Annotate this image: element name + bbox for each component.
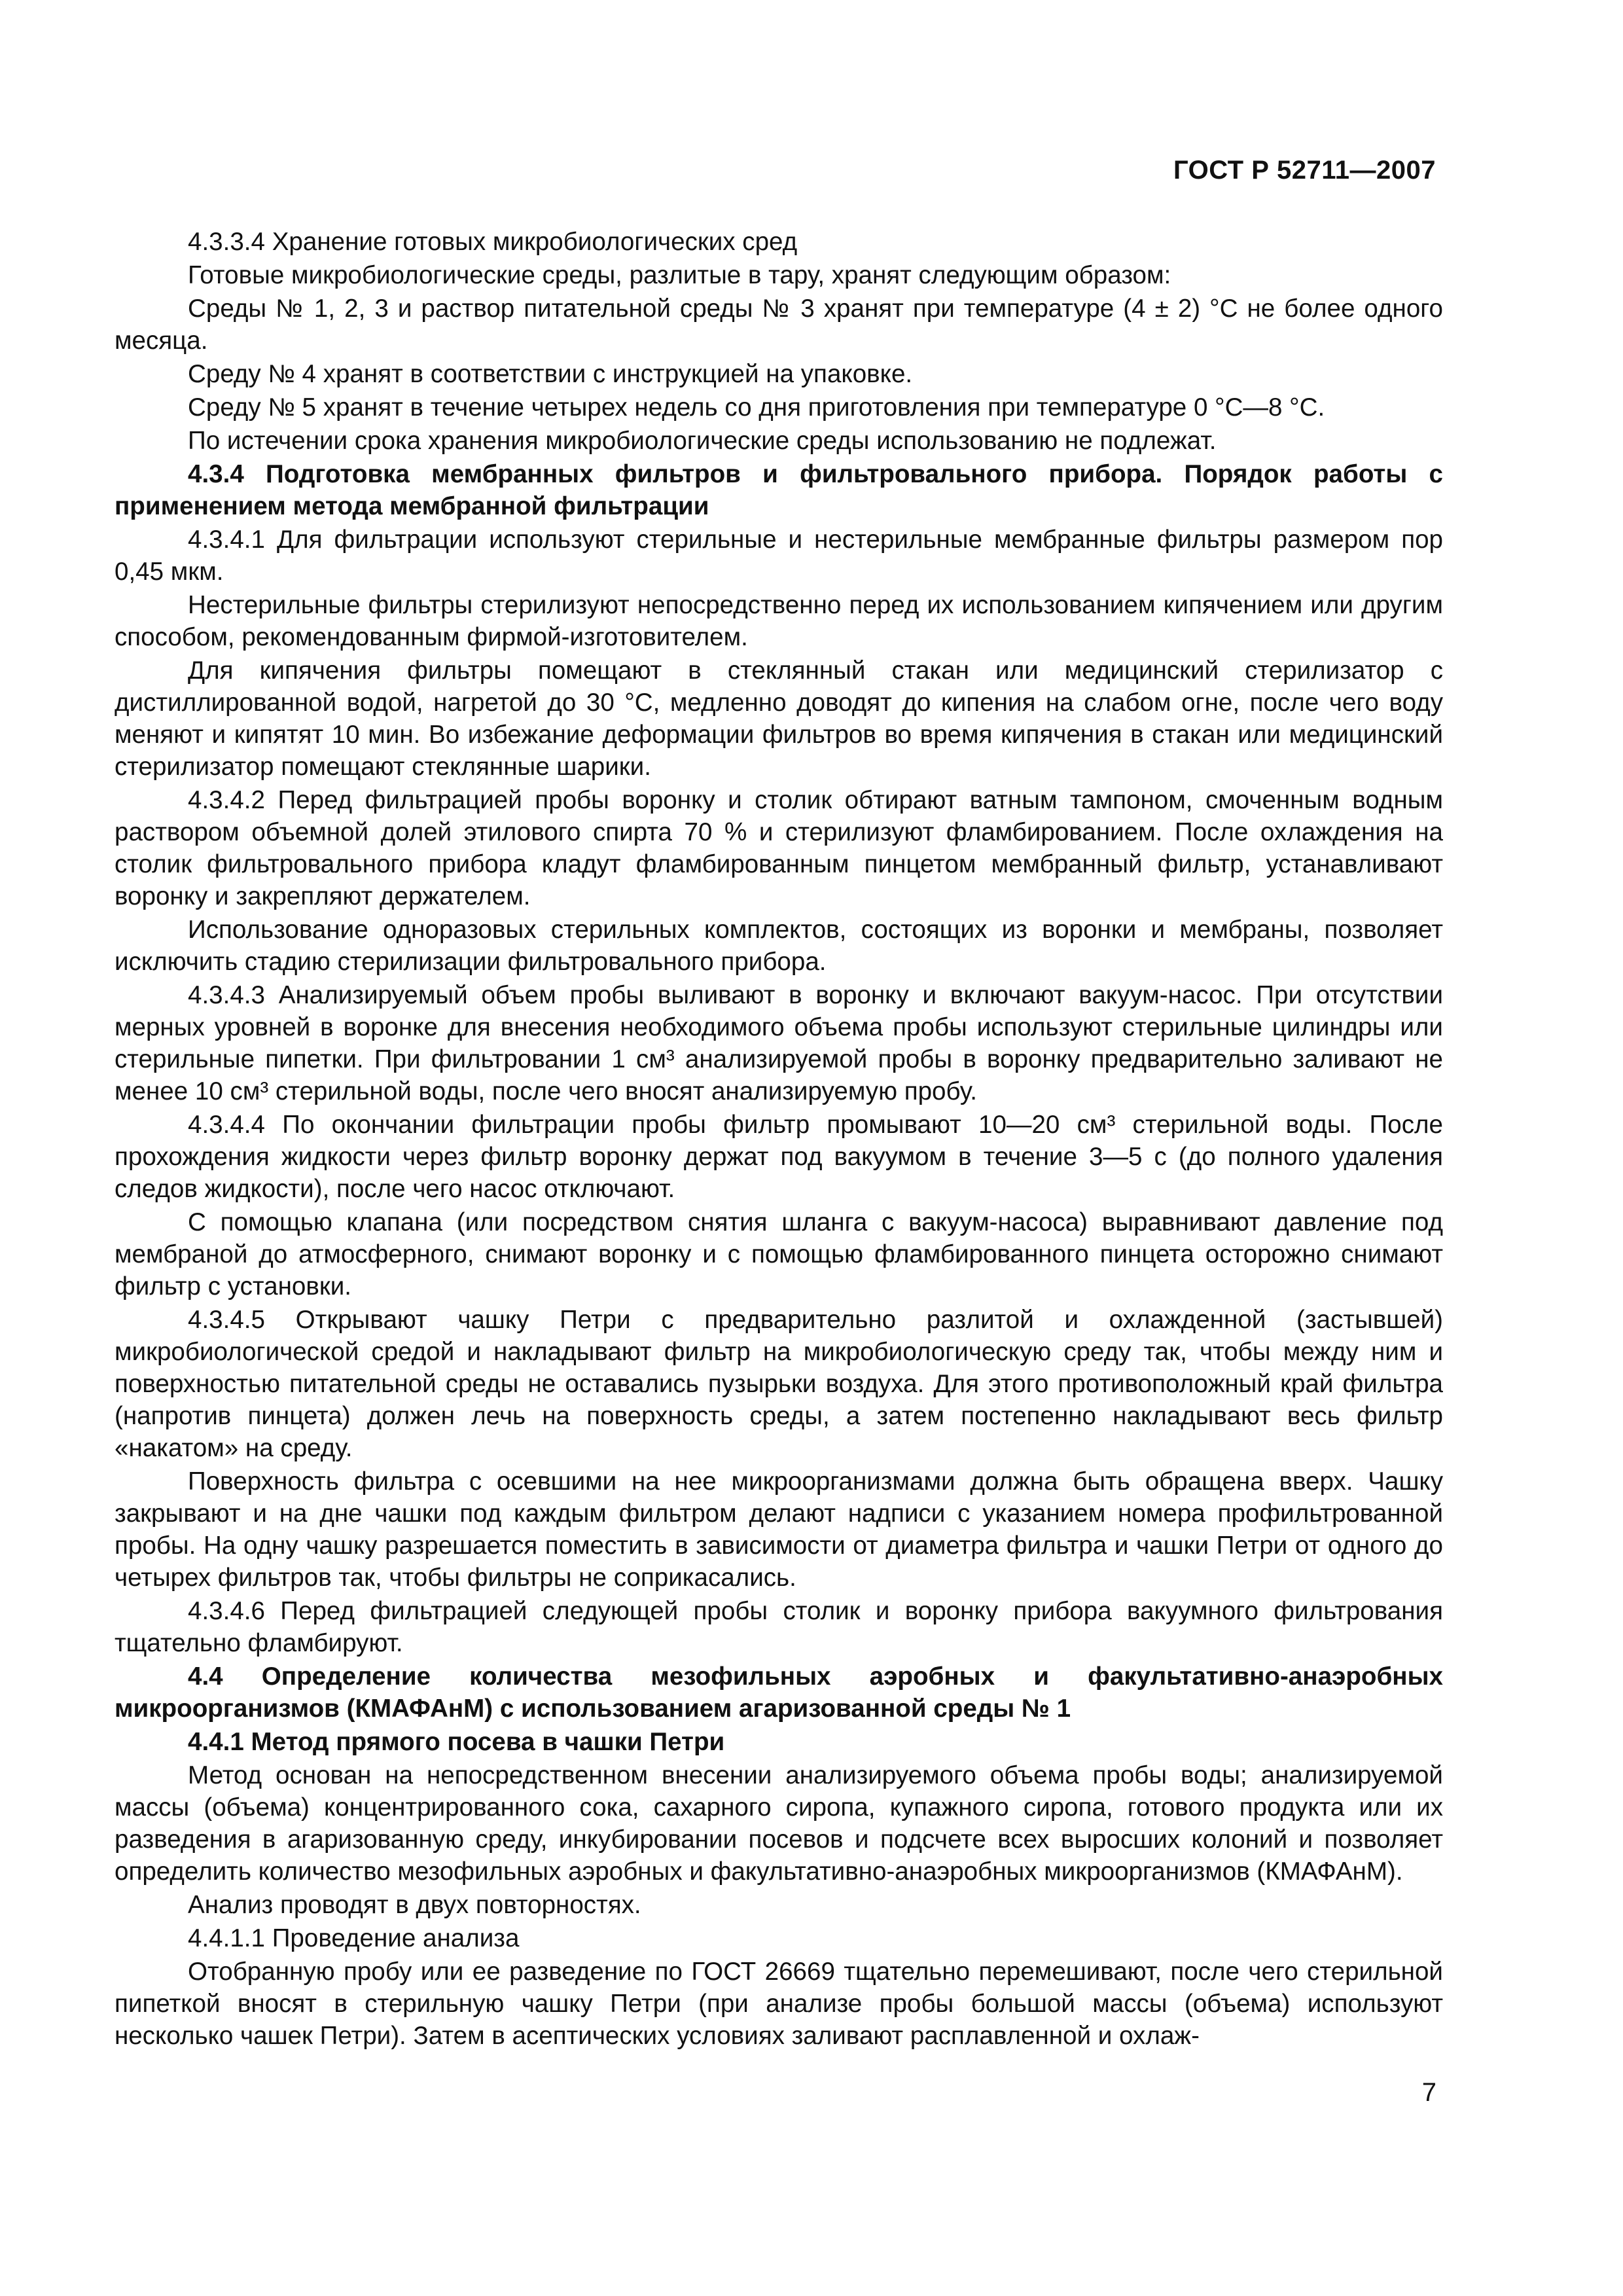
paragraph: Анализ проводят в двух повторностях. — [188, 1891, 641, 1919]
paragraph: По истечении срока хранения микробиологические среды использованию не подлежат. — [188, 427, 1217, 455]
paragraph: Поверхность фильтра с осевшими на нее микроорганизмами должна быть обращена вверх. Чашку закрывают и на дне чашки под каждым фильтром делают надписи с указанием номера профильтрованной пробы. На одну чашку разрешается поместить в зависимости от диаметра фильтра и чашки Петри от одного до четырех фильтров так, чтобы фильтры не соприкасались. — [115, 1467, 1443, 1592]
paragraph: Нестерильные фильтры стерилизуют непосредственно перед их использованием кипячением или другим способом, рекомендованным фирмой-изготовителем. — [115, 591, 1443, 651]
paragraph: Для кипячения фильтры помещают в стеклянный стакан или медицинский стерилизатор с дистиллированной водой, нагретой до 30 °С, медленно доводят до кипения на слабом огне, после чего воду меняют и кипятят 10 мин. Во избежание деформации фильтров во время кипячения в стакан или медицинский стерилизатор помещают стеклянные шарики. — [115, 656, 1443, 781]
page-number: 7 — [1421, 2078, 1436, 2107]
paragraph: 4.3.4.2 Перед фильтрацией пробы воронку и столик обтирают ватным тампоном, смоченным водным раствором объемной долей этилового спирта 70 % и стерилизуют фламбированием. После охлаждения на столик фильтровального прибора кладут фламбированным пинцетом мембранный фильтр, устанавливают воронку и закрепляют держателем. — [115, 786, 1443, 910]
paragraph: С помощью клапана (или посредством снятия шланга с вакуум-насоса) выравнивают давление под мембраной до атмосферного, снимают воронку и с помощью фламбированного пинцета осторожно снимают фильтр с установки. — [115, 1208, 1443, 1300]
paragraph: Среды № 1, 2, 3 и раствор питательной среды № 3 хранят при температуре (4 ± 2) °С не более одного месяца. — [115, 295, 1443, 355]
paragraph: 4.4.1.1 Проведение анализа — [188, 1924, 520, 1952]
paragraph: Среду № 5 хранят в течение четырех недель со дня приготовления при температуре 0 °С—8 °С. — [188, 393, 1325, 422]
paragraph: Среду № 4 хранят в соответствии с инструкцией на упаковке. — [188, 360, 913, 388]
paragraph: Готовые микробиологические среды, разлитые в тару, хранят следующим образом: — [188, 261, 1171, 289]
paragraph: Метод основан на непосредственном внесении анализируемого объема пробы воды; анализируемой массы (объема) концентрированного сока, сахарного сиропа, купажного сиропа, готового продукта или их разведения в агаризованную среду, инкубировании посевов и подсчете всех выросших колоний и позволяет определить количество мезофильных аэробных и факультативно-анаэробных микроорганизмов (КМАФАнМ). — [115, 1761, 1443, 1886]
section-heading: 4.3.4 Подготовка мембранных фильтров и фильтровального прибора. Порядок работы с применением метода мембранной фильтрации — [115, 460, 1443, 520]
paragraph: 4.3.4.3 Анализируемый объем пробы выливают в воронку и включают вакуум-насос. При отсутствии мерных уровней в воронке для внесения необходимого объема пробы используют стерильные цилиндры или стерильные пипетки. При фильтровании 1 см³ анализируемой пробы в воронку предварительно заливают не менее 10 см³ стерильной воды, после чего вносят анализируемую пробу. — [115, 981, 1443, 1105]
document-header: ГОСТ Р 52711—2007 — [1173, 156, 1436, 185]
paragraph: Отобранную пробу или ее разведение по ГОСТ 26669 тщательно перемешивают, после чего стерильной пипеткой вносят в стерильную чашку Петри (при анализе пробы большой массы (объема) используют несколько чашек Петри). Затем в асептических условиях заливают расплавленной и охлаж- — [115, 1958, 1443, 2050]
paragraph: 4.3.3.4 Хранение готовых микробиологических сред — [188, 228, 798, 256]
subsection-heading: 4.4.1 Метод прямого посева в чашки Петри — [188, 1728, 725, 1756]
paragraph: 4.3.4.6 Перед фильтрацией следующей пробы столик и воронку прибора вакуумного фильтрования тщательно фламбируют. — [115, 1597, 1443, 1657]
paragraph: 4.3.4.4 По окончании фильтрации пробы фильтр промывают 10—20 см³ стерильной воды. После прохождения жидкости через фильтр воронку держат под вакуумом в течение 3—5 с (до полного удаления следов жидкости), после чего насос отключают. — [115, 1111, 1443, 1203]
paragraph: 4.3.4.1 Для фильтрации используют стерильные и нестерильные мембранные фильтры размером пор 0,45 мкм. — [115, 526, 1443, 586]
paragraph: 4.3.4.5 Открывают чашку Петри с предварительно разлитой и охлажденной (застывшей) микробиологической средой и накладывают фильтр на микробиологическую среду так, чтобы между ним и поверхностью питательной среды не оставались пузырьки воздуха. Для этого противоположный край фильтра (напротив пинцета) должен лечь на поверхность среды, а затем постепенно накладывают весь фильтр «накатом» на среду. — [115, 1306, 1443, 1462]
paragraph: Использование одноразовых стерильных комплектов, состоящих из воронки и мембраны, позволяет исключить стадию стерилизации фильтровального прибора. — [115, 916, 1443, 976]
document-body — [115, 226, 1443, 2053]
section-heading: 4.4 Определение количества мезофильных аэробных и факультативно-анаэробных микроорганизмов (КМАФАнМ) с использованием агаризованной среды № 1 — [115, 1662, 1443, 1723]
